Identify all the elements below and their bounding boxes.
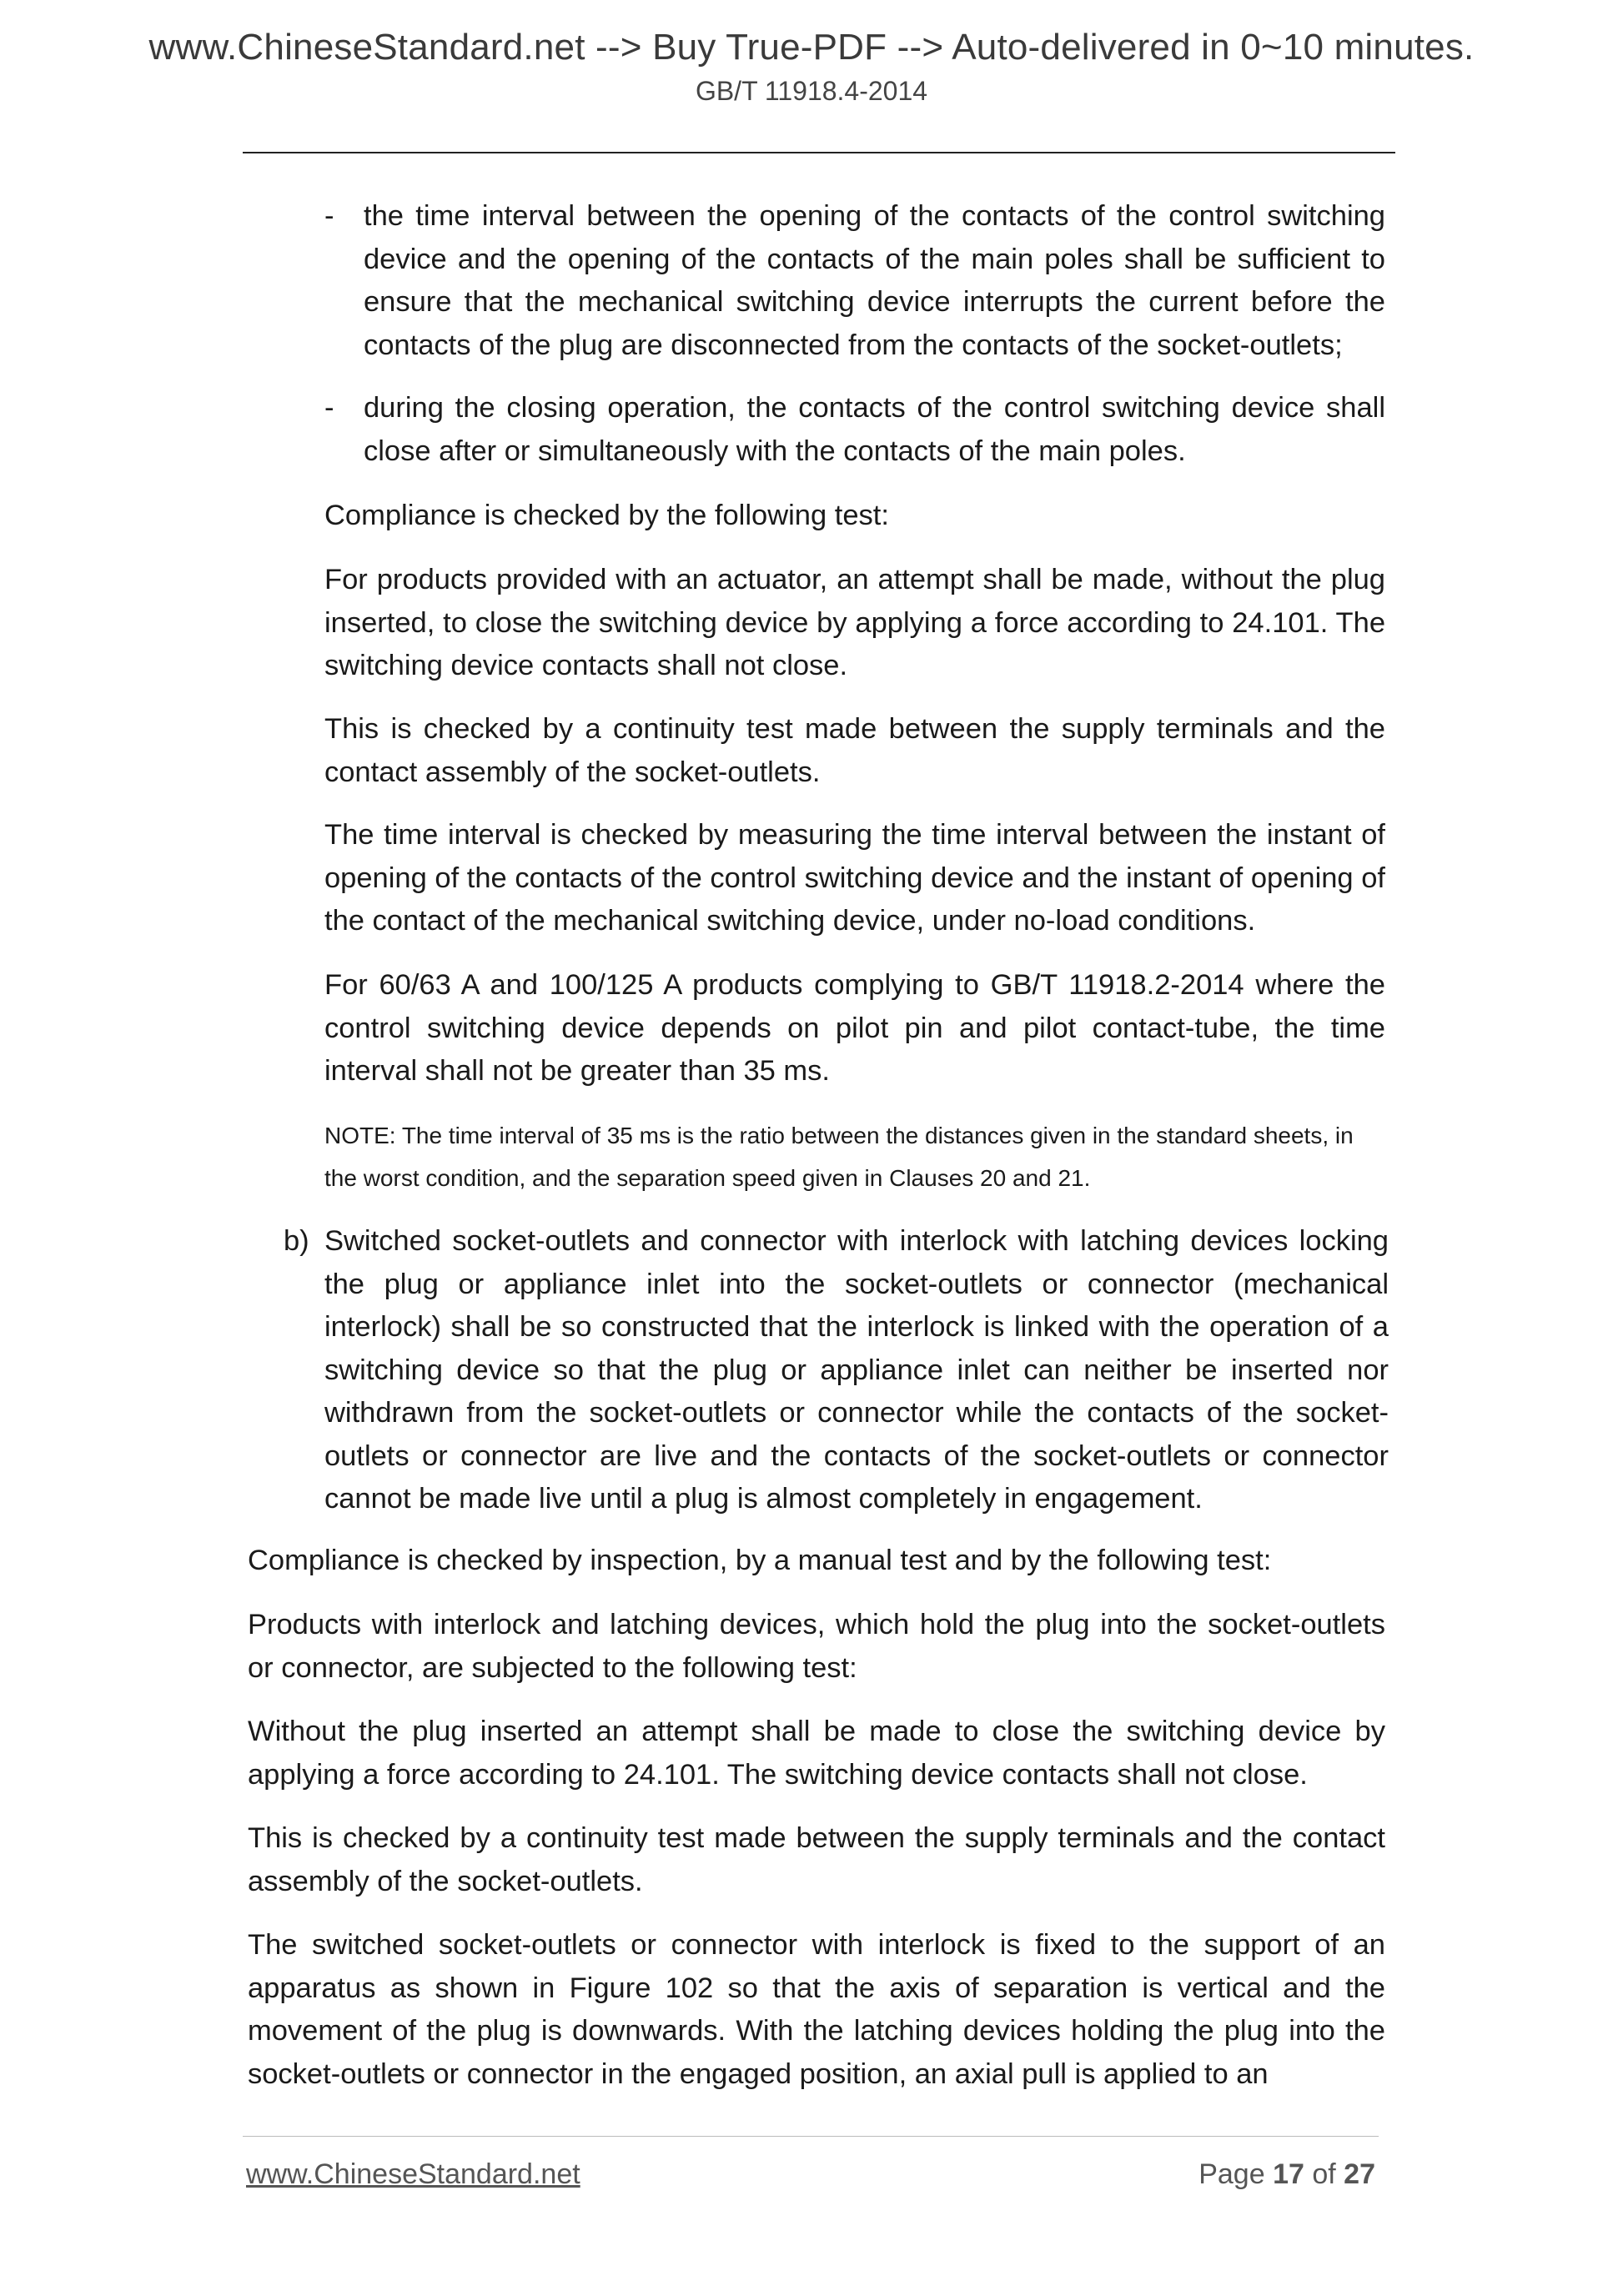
paragraph-60-63a-products: For 60/63 A and 100/125 A products complying to GB/T 11918.2-2014 where the control switching device depends on pilot pin and pilot contact-tube, the time interval shall not be greater than 35 ms. [324,969,1385,1087]
header-banner: www.ChineseStandard.net --> Buy True-PDF --> Auto-delivered in 0~10 minutes. [148,27,1475,68]
paragraph-apparatus-setup: The switched socket-outlets or connector with interlock is fixed to the support of an apparatus as shown in Figure 102 so that the axis of separation is vertical and the movement of the plug is downwards. With the latching devices holding the plug into the socket-outlets or connector in the engaged position, an axial pull is applied to an [248,1929,1385,2090]
page-prefix: Page [1198,2158,1265,2190]
page-current: 17 [1273,2158,1304,2190]
paragraph-actuator-test: For products provided with an actuator, an attempt shall be made, without the plug inserted, to close the switching device by applying a force according to 24.101. The switching device contacts shall not close. [324,564,1385,681]
paragraph-interlock-latching: Products with interlock and latching devices, which hold the plug into the socket-outlets or connector, are subjected to the following test: [248,1609,1385,1684]
item-b-marker: b) [284,1225,309,1257]
dash-item-closing-operation: during the closing operation, the contacts of the control switching device shall close after or simultaneously with the contacts of the main poles. [364,392,1385,467]
page-number [1198,2156,1375,2193]
paragraph-continuity-test: This is checked by a continuity test made between the supply terminals and the contact assembly of the socket-outlets. [324,713,1385,788]
note: NOTE: The time interval of 35 ms is the ratio between the distances given in the standard sheets, in the worst condition, and the separation speed given in Clauses 20 and 21. [324,1123,1354,1191]
footer-website-link[interactable]: www.ChineseStandard.net [246,2158,580,2190]
paragraph-without-plug: Without the plug inserted an attempt shall be made to close the switching device by applying a force according to 24.101. The switching device contacts shall not close. [248,1716,1385,1791]
dash-marker: - [324,392,334,424]
dash-item-time-interval: the time interval between the opening of the contacts of the control switching device and the opening of the contacts of the main poles shall be sufficient to ensure that the mechanical switching device interrupts the current before the contacts of the plug are disconnected from the contacts of the socket-outlets; [364,200,1385,361]
paragraph-compliance-test: Compliance is checked by the following test: [324,500,889,531]
dash-marker: - [324,200,334,232]
page-total: 27 [1344,2158,1375,2190]
footer-divider [243,2136,1379,2137]
page-of: of [1312,2158,1336,2190]
standard-number: GB/T 11918.4-2014 [695,76,928,106]
paragraph-compliance-inspection: Compliance is checked by inspection, by a manual test and by the following test: [248,1545,1272,1576]
paragraph-time-interval-check: The time interval is checked by measuring the time interval between the instant of opening of the contacts of the control switching device and the instant of opening of the contact of the mechanical switching device, under no-load conditions. [324,819,1385,937]
item-b-mechanical-interlock: Switched socket-outlets and connector with interlock with latching devices locking the plug or appliance inlet into the socket-outlets or connector (mechanical interlock) shall be so constructed that the interlock is linked with the operation of a switching device so that the plug or appliance inlet can neither be inserted nor withdrawn from the socket-outlets or connector while the contacts of the socket-outlets or connector are live and the contacts of the socket-outlets or connector cannot be made live until a plug is almost completely in engagement. [324,1225,1389,1515]
paragraph-continuity-check: This is checked by a continuity test made between the supply terminals and the contact assembly of the socket-outlets. [248,1822,1385,1897]
